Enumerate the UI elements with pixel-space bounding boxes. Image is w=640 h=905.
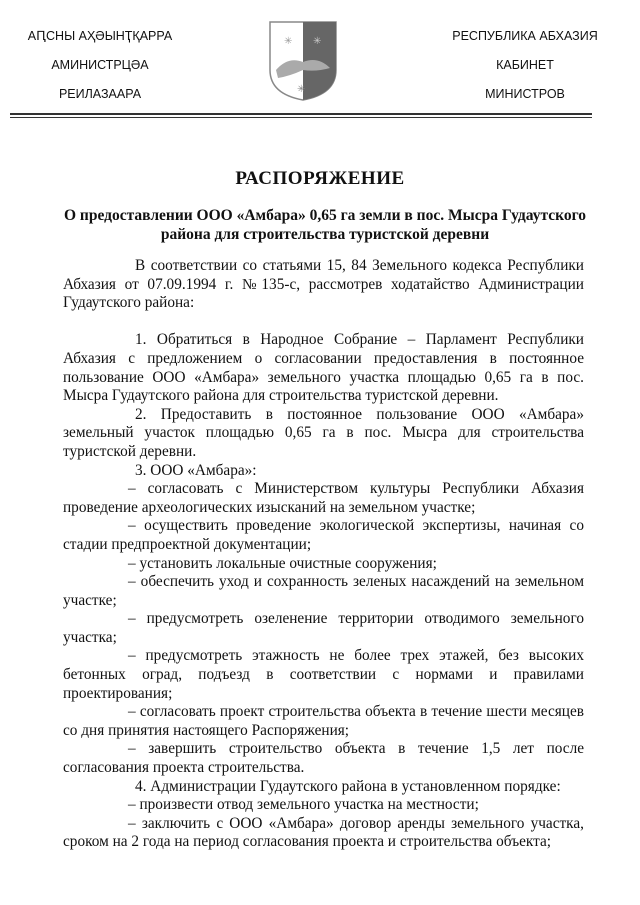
- paragraph: 2. Предоставить в постоянное пользование ООО «Амбара» земельный участок площадью 0,65 га в пос. Мысра для строительства туристской деревни.: [63, 405, 584, 460]
- header-left-line: АМИНИСТРЦӘА: [51, 58, 149, 72]
- paragraph: – согласовать с Министерством культуры Республики Абхазия проведение археологических изысканий на земельном участке;: [63, 480, 584, 516]
- header-right-line: РЕСПУБЛИКА АБХАЗИЯ: [452, 29, 598, 43]
- svg-text:✳: ✳: [297, 84, 306, 95]
- header-right: [440, 22, 610, 109]
- header-left-line: АԤСНЫ АҲӘЫНҬҚАРРА: [27, 29, 173, 43]
- document-title: РАСПОРЯЖЕНИЕ: [235, 168, 405, 189]
- paragraph: 4. Администрации Гудаутского района в установленном порядке:: [135, 777, 561, 795]
- header-divider: [10, 117, 592, 118]
- svg-text:✳: ✳: [284, 36, 293, 47]
- paragraph: 3. ООО «Амбара»:: [135, 461, 257, 479]
- header-left: [20, 22, 180, 109]
- preamble: В соответствии со статьями 15, 84 Земельного кодекса Республики Абхазия от 07.09.1994 г. №135-с, рассмотрев ходатайство Администрации Гудаутского района:: [63, 257, 584, 312]
- coat-of-arms-emblem: [268, 20, 338, 102]
- paragraph: – завершить строительство объекта в течение 1,5 лет после согласования проекта строительства.: [63, 740, 584, 777]
- paragraph: – произвести отвод земельного участка на местности;: [128, 796, 479, 814]
- paragraph: – предусмотреть этажность не более трех этажей, без высоких бетонных оград, подъезд в соответствии с нормами и правилами проектирования;: [63, 647, 584, 702]
- svg-text:✳: ✳: [313, 36, 322, 47]
- paragraph: – установить локальные очистные сооружения;: [128, 554, 437, 572]
- paragraph: 1. Обратиться в Народное Собрание – Парламент Республики Абхазия с предложением о согласовании предоставления в постоянное пользование ООО «Амбара» земельного участка площадью 0,65 га в пос. Мысра Гудаутского района для строительства туристской деревни.: [63, 331, 584, 405]
- header-divider: [10, 113, 592, 115]
- paragraph: – согласовать проект строительства объекта в течение шести месяцев со дня принятия настоящего Распоряжения;: [63, 703, 584, 739]
- paragraph: – обеспечить уход и сохранность зеленых насаждений на земельном участке;: [63, 573, 584, 609]
- document-subject: О предоставлении ООО «Амбара» 0,65 га земли в пос. Мысра Гудаутского района для строительства туристской деревни: [63, 207, 587, 243]
- header-left-line: РЕИЛАЗААРА: [58, 87, 142, 101]
- paragraph: – осуществить проведение экологической экспертизы, начиная со стадии предпроектной документации;: [63, 517, 584, 553]
- paragraph: – заключить с ООО «Амбара» договор аренды земельного участка, сроком на 2 года на период согласования проекта и строительства объекта;: [63, 814, 584, 851]
- header-right-line: КАБИНЕТ: [496, 58, 554, 72]
- paragraph: – предусмотреть озеленение территории отводимого земельного участка;: [63, 610, 584, 646]
- document-body: [63, 257, 584, 852]
- header-right-line: МИНИСТРОВ: [485, 87, 565, 101]
